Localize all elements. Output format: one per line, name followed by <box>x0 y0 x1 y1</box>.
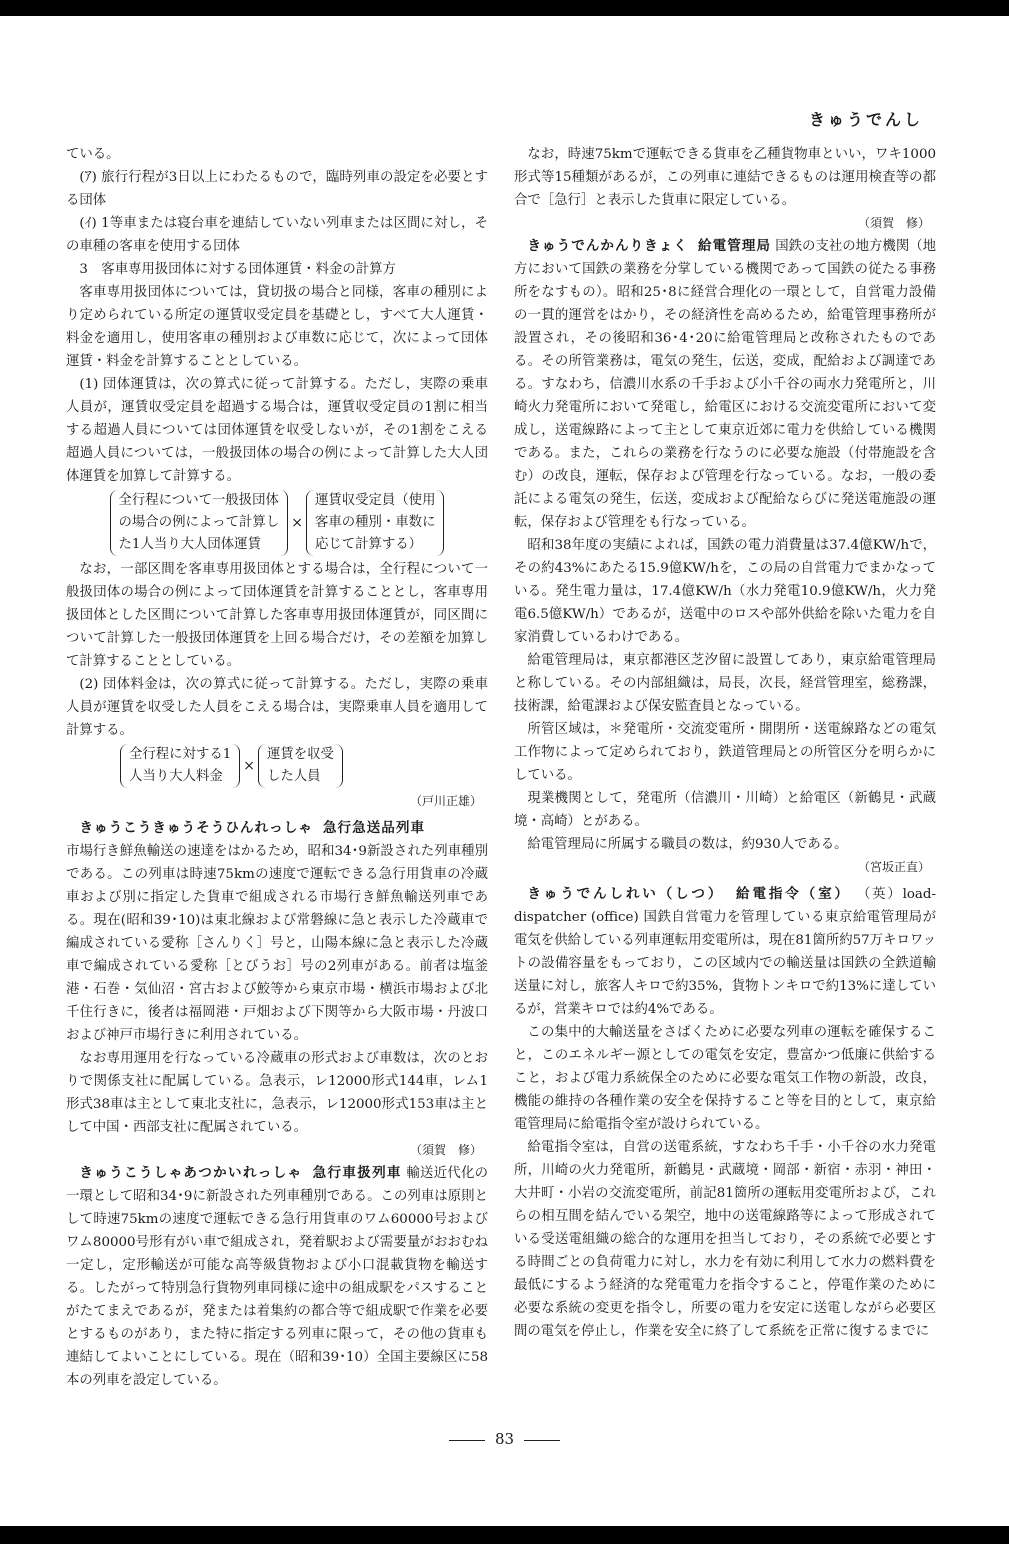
formula-right-term: 運賃を収受 した人員 <box>258 744 343 788</box>
entry-headword: きゅうでんしれい（しつ） 給電指令（室） <box>527 886 851 902</box>
left-column <box>66 143 488 1392</box>
paragraph: 所管区域は，＊発電所・交流変電所・開閉所・送電線路などの電気工作物によって定められており，鉄道管理局との所管区分を明らかにしている。 <box>514 722 936 783</box>
entry-headword: きゅうこうきゅうそうひんれっしゃ 急行急送品列車 <box>79 820 426 836</box>
author-credit: （須賀 修） <box>857 216 930 230</box>
entry-headword: きゅうこうしゃあつかいれっしゃ 急行車扱列車 <box>79 1165 402 1181</box>
paragraph: なお専用運用を行なっている冷蔵車の形式および車数は，次のとおりで関係支社に配属している。急表示，レ12000形式144車，レム1形式38車は主として東北支社に，急表示，レ12000形式153車は主として中国・西部支社に配属されている。 <box>66 1051 488 1135</box>
rule-right <box>524 1440 560 1441</box>
running-head: きゅうでんし <box>808 110 923 129</box>
fare-formula <box>66 490 488 556</box>
paragraph: ている。 <box>66 147 120 162</box>
paragraph: 給電管理局は，東京都港区芝汐留に設置してあり，東京給電管理局と称している。その内部組織は，局長，次長，経営管理室，総務課，技術課，給電課および保安監査員となっている。 <box>514 653 936 714</box>
entry-body: 国鉄の支社の地方機関（地方において国鉄の業務を分掌している機関であって国鉄の従たる事務所をなすもの）。昭和25･8に経営合理化の一環として，自営電力設備の一貫的運営をはかり，その経済性を高めるため，給電管理事務所が設置され，その後昭和36･4･20に給電管理局と改称されたものである。その所管業務は，電気の発生，伝送，変成，配給および調達である。すなわち，信濃川水系の千手および小千谷の両水力発電所と，川崎火力発電所において発電し，給電区における交流変電所において変成し，送電線路によって主として東京近郊に電力を供給している機関である。また，これらの業務を行なうのに必要な施設（付帯施設を含む）の改良，運転，保存および管理を行なっている。なお，一般の委託による電気の発生，伝送，変成および配給ならびに発送電施設の運転，保存および管理をも行なっている。 <box>514 239 937 530</box>
entry-body: 輸送近代化の一環として昭和34･9に新設された列車種別である。この列車は原則として時速75kmの速度で運転できる急行用貨車のワム60000号およびワム80000号形有がい車で組成され，発着駅および需要量がおおむね一定し，定形輸送が可能な高等級貨物および小口混載貨物を輸送する。したがって特別急行貨物列車同様に途中の組成駅をパスすることがたてまえであるが，発または着集約の都合等で組成駅で作業を必要とするものがあり，また特に指定する列車に限って，その他の貨車も連結してよいことにしている。現在（昭和39･10）全国主要線区に58本の列車を設定している。 <box>66 1166 489 1388</box>
formula-left-term: 全行程に対する1 人当り大人料金 <box>120 744 240 788</box>
right-column <box>514 143 936 1343</box>
paragraph: 現業機関として，発電所（信濃川・川崎）と給電区（新鶴見・武蔵境・高崎）とがある。 <box>514 791 936 829</box>
multiply-sign: × <box>243 757 255 774</box>
paragraph: (2) 団体料金は，次の算式に従って計算する。ただし，実際の乗車人員が運賃を収受した人員をこえる場合は，実際乗車人員を適用して計算する。 <box>66 677 488 738</box>
entry-english-term: （英）load-dispatcher (office) <box>514 887 936 925</box>
section-heading: 3 客車専用扱団体に対する団体運賃・料金の計算方 <box>79 262 396 277</box>
paragraph: この集中的大輸送量をさばくために必要な列車の運転を確保すること，このエネルギー源としての電気を安定，豊富かつ低廉に供給すること，および電力系統保全のために必要な電気工作物の新設，改良，機能の維持の各種作業の安全を保持すること等を目的として，東京給電管理局に給電指令室が設けられている。 <box>514 1025 936 1132</box>
entry <box>66 817 488 1047</box>
top-black-band <box>0 0 1009 16</box>
page-number: 83 <box>0 1430 1009 1448</box>
entry-body: 市場行き鮮魚輸送の速達をはかるため，昭和34･9新設された列車種別である。この列車は時速75kmの速度で運転できる急行用貨車の冷蔵車および別に指定した貨車で組成される市場行き鮮魚輸送列車である。現在(昭和39･10)は東北線および常磐線に急と表示した冷蔵車で編成されている愛称［さんりく］号と，山陽本線に急と表示した冷蔵車で編成されている愛称［とびうお］号の2列車がある。前者は塩釜港・石巻・気仙沼・宮古および鮫等から東京市場・横浜市場および北千住行きに，後者は福岡港・戸畑および下関等から大阪市場・丹波口および神戸市場行きに利用されている。 <box>66 844 488 1043</box>
entry <box>514 883 936 1021</box>
charge-formula <box>66 744 488 788</box>
formula-right-term: 運賃収受定員（使用 客車の種別・車数に 応じて計算する） <box>306 490 445 556</box>
author-credit: （宮坂正直） <box>857 860 930 874</box>
entry <box>514 235 936 534</box>
list-item: (ｱ) 旅行行程が3日以上にわたるもので，臨時列車の設定を必要とする団体 <box>66 170 488 208</box>
paragraph: 給電管理局に所属する職員の数は，約930人である。 <box>527 837 848 852</box>
rule-left <box>449 1440 485 1441</box>
entry-headword: きゅうでんかんりきょく 給電管理局 <box>527 238 771 254</box>
formula-left-term: 全行程について一般扱団体 の場合の例によって計算し た1人当り大人団体運賃 <box>110 490 289 556</box>
entry-body: 国鉄自営電力を管理している東京給電管理局が電気を供給している列車運転用変電所は，現在81箇所約57万キロワットの設備容量をもっており，この区域内での輸送量は国鉄の全鉄道輸送量に対し，旅客人キロで約35%，貨物トンキロで約13%に達しているが，営業キロでは約4%である。 <box>514 910 936 1017</box>
entry <box>66 1162 488 1392</box>
paragraph: 給電指令室は，自営の送電系統，すなわち千手・小千谷の水力発電所，川崎の火力発電所，新鶴見・武蔵境・岡部・新宿・赤羽・神田・大井町・小岩の交流変電所，前記81箇所の運転用変電所および，これらの相互間を結んでいる架空，地中の送電線路等によって形成されている受送電組織の総合的な運用を担当しており，その系統で必要とする時間ごとの負荷電力に対し，水力を有効に利用して水力の燃料費を最低にするよう経済的な発電電力を指令すること，停電作業のために必要な系統の変更を指令し，所要の電力を安定に送電しながら必要区間の電気を停止し，作業を安全に終了して系統を正常に復するまでに <box>514 1140 936 1339</box>
paragraph: 昭和38年度の実績によれば，国鉄の電力消費量は37.4億KW/hで，その約43%にあたる15.9億KW/hを，この局の自営電力でまかなっている。発生電力量は，17.4億KW/h（水力発電10.9億KW/h，火力発電6.5億KW/h）であるが，送電中のロスや部外供給を除いた電力を自家消費しているわけである。 <box>514 538 936 645</box>
paragraph: 客車専用扱団体については，貸切扱の場合と同様，客車の種別により定められている所定の運賃収受定員を基礎とし，すべて大人運賃・料金を適用し，使用客車の種別および車数に応じて，次によって団体運賃・料金を計算することとしている。 <box>66 285 488 369</box>
list-item: (ｲ) 1等車または寝台車を連結していない列車または区間に対し，その車種の客車を使用する団体 <box>66 216 488 254</box>
author-credit: （戸川正雄） <box>409 794 482 808</box>
paragraph: なお，時速75kmで運転できる貨車を乙種貨物車といい，ワキ1000形式等15種類があるが，この列車に連結できるものは運用検査等の都合で［急行］と表示した貨車に限定している。 <box>514 147 936 208</box>
multiply-sign: × <box>291 514 303 531</box>
paragraph: なお，一部区間を客車専用扱団体とする場合は，全行程について一般扱団体の場合の例によって団体運賃を計算することとし，客車専用扱団体とした区間について計算した客車専用扱団体運賃が，同区間について計算した一般扱団体運賃を上回る場合だけ，その差額を加算して計算することとしている。 <box>66 562 488 669</box>
bottom-black-band <box>0 1526 1009 1544</box>
paragraph: (1) 団体運賃は，次の算式に従って計算する。ただし，実際の乗車人員が，運賃収受定員を超過する場合は，運賃収受定員の1割に相当する超過人員については団体運賃を収受しないが，その1割をこえる超過人員については，一般扱団体の場合の例によって計算した大人団体運賃を加算して計算する。 <box>66 377 488 484</box>
author-credit: （須賀 修） <box>409 1143 482 1157</box>
